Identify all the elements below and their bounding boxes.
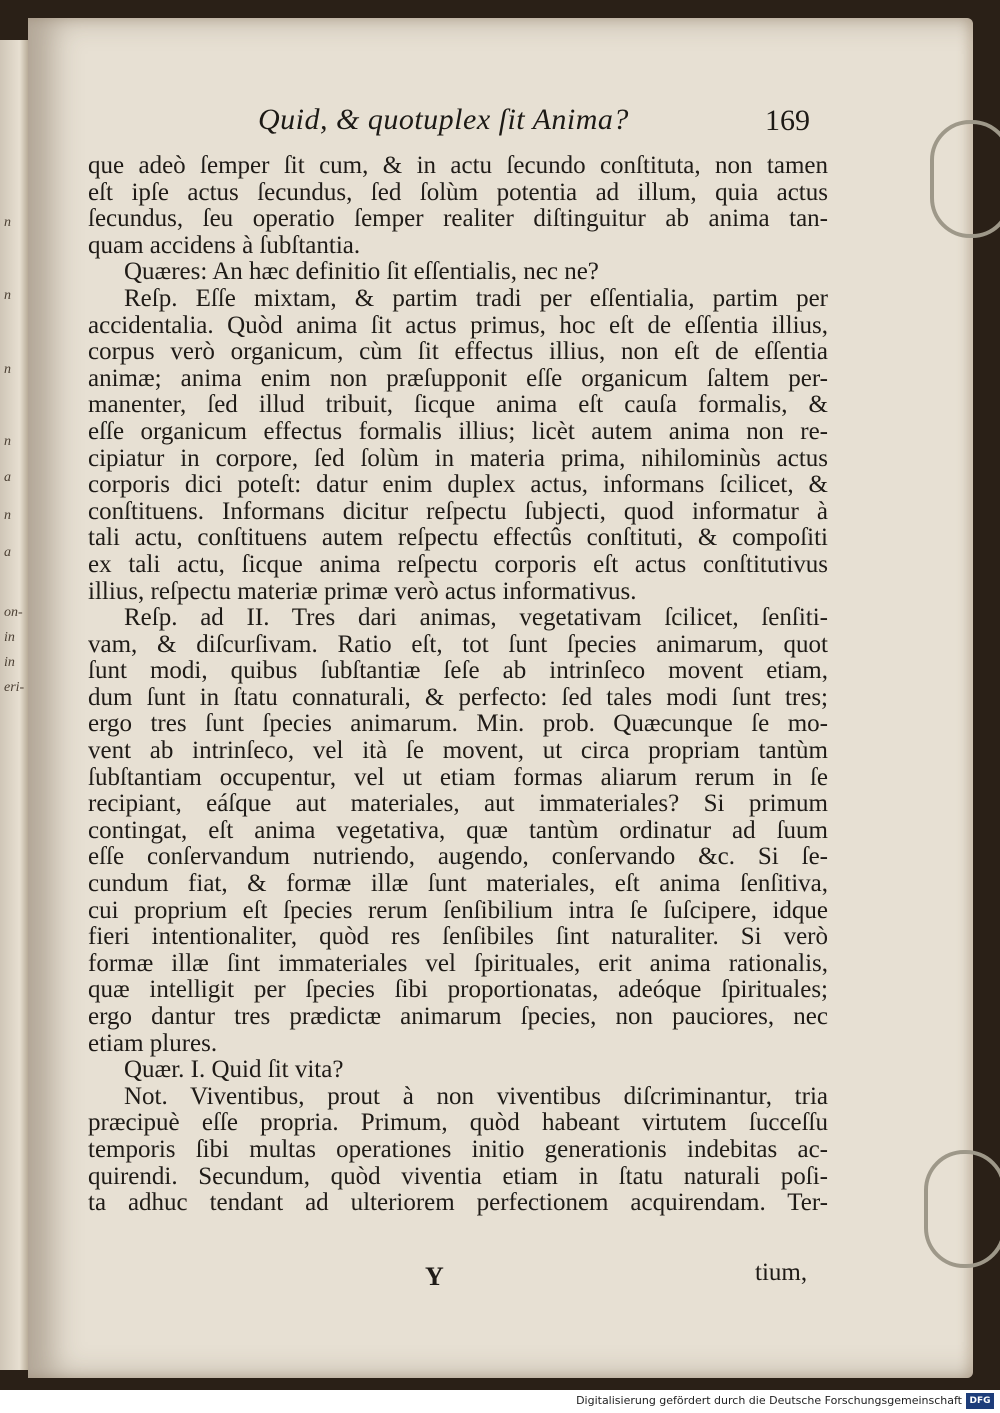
margin-fragment: n (4, 362, 11, 377)
text-line: vam, & diſcurſivam. Ratio eſt, tot ſunt ſpecies animarum, quot (88, 630, 828, 658)
text-line: eſſe organicum effectus formalis illius; licèt autem anima non re- (88, 417, 828, 445)
clip-bottom (924, 1150, 1000, 1268)
text-line: Reſp. ad II. Tres dari animas, vegetativam ſcilicet, ſenſiti- (124, 604, 828, 632)
signature-mark: Y (425, 1262, 444, 1291)
text-line: que adeò ſemper ſit cum, & in actu ſecundo conſtituta, non tamen (88, 152, 828, 179)
text-line: vent ab intrinſeco, vel ità ſe movent, ut circa propriam tantùm (88, 737, 828, 765)
text-line: recipiant, eáſque aut materiales, aut immateriales? Si primum (88, 790, 828, 818)
text-line: Reſp. Eſſe mixtam, & partim tradi per eſſentialia, partim per (124, 284, 828, 312)
text-line: ergo dantur tres prædictæ animarum ſpecies, non pauciores, nec (88, 1003, 828, 1030)
text-line: cipiatur in corpore, ſed ſolùm in materia prima, nihilominùs actus (88, 444, 828, 472)
body-text (88, 153, 828, 1217)
text-line: quirendi. Secundum, quòd viventia etiam in ſtatu naturali poſi- (88, 1162, 828, 1190)
running-title: Quid, & quotuplex ſit Anima? (258, 103, 629, 136)
margin-fragment: on- (4, 605, 23, 620)
text-line: temporis ſibi multas operationes initio generationis indebitas ac- (88, 1135, 828, 1163)
text-line: dum ſunt in ſtatu connaturali, & perfecto: ſed tales modi ſunt tres; (88, 683, 828, 711)
margin-fragment: a (4, 545, 11, 560)
text-line: eſſe conſervandum nutriendo, augendo, conſervando &c. Si ſe- (88, 843, 828, 871)
margin-fragment: eri- (4, 680, 25, 695)
text-line: præcipuè eſſe propria. Primum, quòd habeant virtutem ſucceſſu (88, 1109, 828, 1137)
text-line: ſubſtantiam occupentur, vel ut etiam formas aliarum rerum in ſe (88, 763, 828, 791)
text-line: conſtituens. Informans dicitur reſpectu ſubjecti, quod informatur à (88, 497, 828, 525)
text-line: tali actu, conſtituens autem reſpectu effectûs conſtituti, & compoſiti (88, 524, 828, 552)
text-line: quam accidens à ſubſtantia. (88, 231, 361, 259)
text-line: ex tali actu, ſicque anima reſpectu corporis eſt actus conſtitutivus (88, 550, 828, 578)
text-line: cundum fiat, & formæ illæ ſunt materiales, eſt anima ſenſitiva, (88, 870, 828, 898)
page-number: 169 (765, 104, 810, 137)
text-line: contingat, eſt anima vegetativa, quæ tantùm ordinatur ad ſuum (88, 816, 828, 844)
margin-fragment: in (4, 630, 15, 645)
text-line: ſunt modi, quibus ſubſtantiæ ſeſe ab intrinſeco movent etiam, (88, 657, 828, 685)
text-line: ſecundus, ſeu operatio ſemper realiter diſtinguitur ab anima tan- (88, 205, 828, 233)
margin-fragment: n (4, 288, 11, 303)
text-line: Quær. I. Quid ſit vita? (124, 1056, 344, 1084)
margin-fragment: in (4, 655, 15, 670)
text-line: illius, reſpectu materiæ primæ verò actus informativus. (88, 577, 637, 605)
text-line: fieri intentionaliter, quòd res ſenſibiles ſint naturaliter. Si verò (88, 923, 828, 951)
text-line: quæ intelligit per ſpecies ſibi proportionatas, adeóque ſpirituales; (88, 976, 828, 1004)
text-line: eſt ipſe actus ſecundus, ſed ſolùm potentia ad illum, quia actus (88, 178, 828, 206)
footer-credit: Digitalisierung gefördert durch die Deutsche Forschungsgemeinschaft (576, 1394, 962, 1407)
text-line: Quæres: An hæc definitio ſit eſſentialis, nec ne? (124, 258, 599, 286)
dfg-logo-icon[interactable]: DFG (966, 1393, 994, 1409)
text-line: Not. Viventibus, prout à non viventibus diſcriminantur, tria (124, 1082, 828, 1110)
clip-top (930, 120, 1000, 238)
text-line: corpus verò organicum, cùm ſit effectus illius, non eſt de eſſentia (88, 338, 828, 366)
text-line: cui proprium eſt ſpecies rerum ſenſibilium intra ſe ſuſcipere, idque (88, 896, 828, 924)
catchword: tium, (755, 1259, 808, 1286)
text-line: ta adhuc tendant ad ulteriorem perfectionem acquirendam. Ter- (88, 1189, 828, 1217)
margin-fragment: n (4, 215, 11, 230)
footer-bar (0, 1390, 1000, 1413)
previous-page-edge (0, 40, 29, 1370)
text-line: accidentalia. Quòd anima ſit actus primus, hoc eſt de eſſentia illius, (88, 311, 828, 339)
text-line: formæ illæ ſint immateriales vel ſpirituales, erit anima rationalis, (88, 949, 828, 977)
text-line: etiam plures. (88, 1029, 218, 1057)
margin-fragment: n (4, 434, 11, 449)
margin-fragment: n (4, 508, 11, 523)
text-line: corporis dici poteſt: datur enim duplex actus, informans ſcilicet, & (88, 471, 828, 499)
margin-fragment: a (4, 470, 11, 485)
text-line: animæ; anima enim non præſupponit eſſe organicum ſaltem per- (88, 364, 828, 392)
text-line: ergo tres ſunt ſpecies animarum. Min. prob. Quæcunque ſe mo- (88, 710, 828, 738)
text-line: manenter, ſed illud tribuit, ſicque anima eſt cauſa formalis, & (88, 391, 828, 419)
